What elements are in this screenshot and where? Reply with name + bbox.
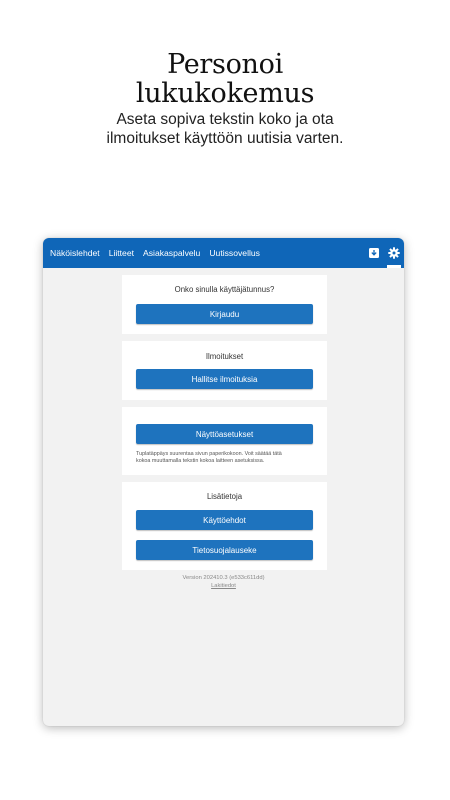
login-card <box>122 275 327 334</box>
top-nav <box>50 238 269 268</box>
active-tab-indicator <box>387 265 401 268</box>
display-help-line1: Tuplatäppäys suurentaa sivun paperikokoon. Voit säätää tätä <box>136 451 282 457</box>
promo-subtitle-line2: ilmoitukset käyttöön uutisia varten. <box>106 130 344 147</box>
display-settings-card <box>122 407 327 475</box>
nav-item-uutissovellus[interactable]: Uutissovellus <box>209 248 260 258</box>
legal-info <box>43 583 404 589</box>
terms-button[interactable]: Käyttöehdot <box>136 510 313 530</box>
promo-subtitle <box>0 110 450 148</box>
nav-item-liitteet[interactable]: Liitteet <box>108 248 135 258</box>
nav-item-asiakaspalvelu[interactable]: Asiakaspalvelu <box>143 248 201 258</box>
legal-link[interactable]: Lakitiedot <box>211 583 236 589</box>
notifications-card <box>122 341 327 400</box>
info-title: Lisätietoja <box>206 492 243 501</box>
notifications-title: Ilmoitukset <box>205 352 244 361</box>
version-text: Version 202410.3 (e533c611dd) <box>182 575 265 581</box>
display-help-line2: kokoa muuttamalla tekstin kokoa laitteen asetuksissa. <box>136 458 265 464</box>
info-card <box>122 482 327 570</box>
device-screen <box>43 238 404 726</box>
login-question: Onko sinulla käyttäjätunnus? <box>174 285 275 294</box>
privacy-button[interactable]: Tietosuojalauseke <box>136 540 313 560</box>
display-help-text <box>136 451 316 465</box>
promo-title-line1: Personoi <box>167 49 283 80</box>
manage-notifications-button[interactable]: Hallitse ilmoituksia <box>136 369 313 389</box>
nav-item-nakoislehdet[interactable]: Näköislehdet <box>50 248 100 258</box>
promo-title <box>0 50 450 108</box>
display-settings-button[interactable]: Näyttöasetukset <box>136 424 313 444</box>
promo-subtitle-line1: Aseta sopiva tekstin koko ja ota <box>116 111 334 128</box>
app-bar <box>43 238 404 268</box>
login-button[interactable]: Kirjaudu <box>136 304 313 324</box>
gear-icon[interactable] <box>388 247 400 259</box>
promo-title-line2: lukukokemus <box>135 78 315 109</box>
download-icon[interactable] <box>368 247 380 259</box>
